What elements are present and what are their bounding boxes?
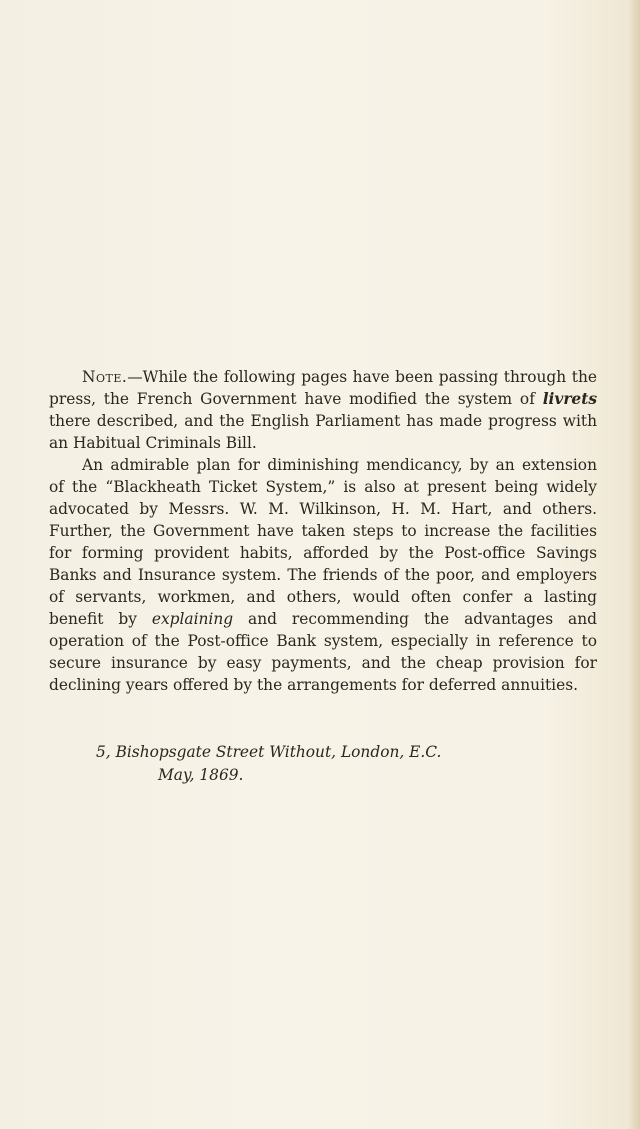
note-p2-text-a: An admirable plan for diminishing mendicancy, by an extension of the “Blackheath Ticket System,” is also at present being widely advocated by Messrs. W. M. Wilkinson, H. M. Hart, and others. Further, the Government have taken steps to increase the facilities for forming provident habits, afforded by the Post-office Savings Banks and Insurance system. The friends of the poor, and employers of servants, workmen, and others, would often confer a lasting benefit by xyxy=(49,456,597,628)
date-line: May, 1869. xyxy=(158,766,244,784)
note-label: Note. xyxy=(82,368,128,386)
page-edge-shadow xyxy=(628,0,640,1129)
note-text-block xyxy=(49,366,597,696)
note-paragraph-1 xyxy=(49,366,597,454)
note-p1-text-a: —While the following pages have been passing through the press, the French Government have modified the system of xyxy=(49,368,597,408)
note-p1-text-b: there described, and the English Parliament has made progress with an Habitual Criminals Bill. xyxy=(49,412,597,452)
note-p2-text-b: and recommending the advantages and operation of the Post-office Bank system, especially in reference to secure insurance by easy payments, and the cheap provision for declining years offered by the arrangements for deferred annuities. xyxy=(49,610,597,694)
address-line: 5, Bishopsgate Street Without, London, E.C. xyxy=(96,743,442,761)
note-p1-livrets: livrets xyxy=(542,390,597,408)
note-p2-explaining: explaining xyxy=(151,610,234,628)
note-paragraph-2 xyxy=(49,454,597,696)
